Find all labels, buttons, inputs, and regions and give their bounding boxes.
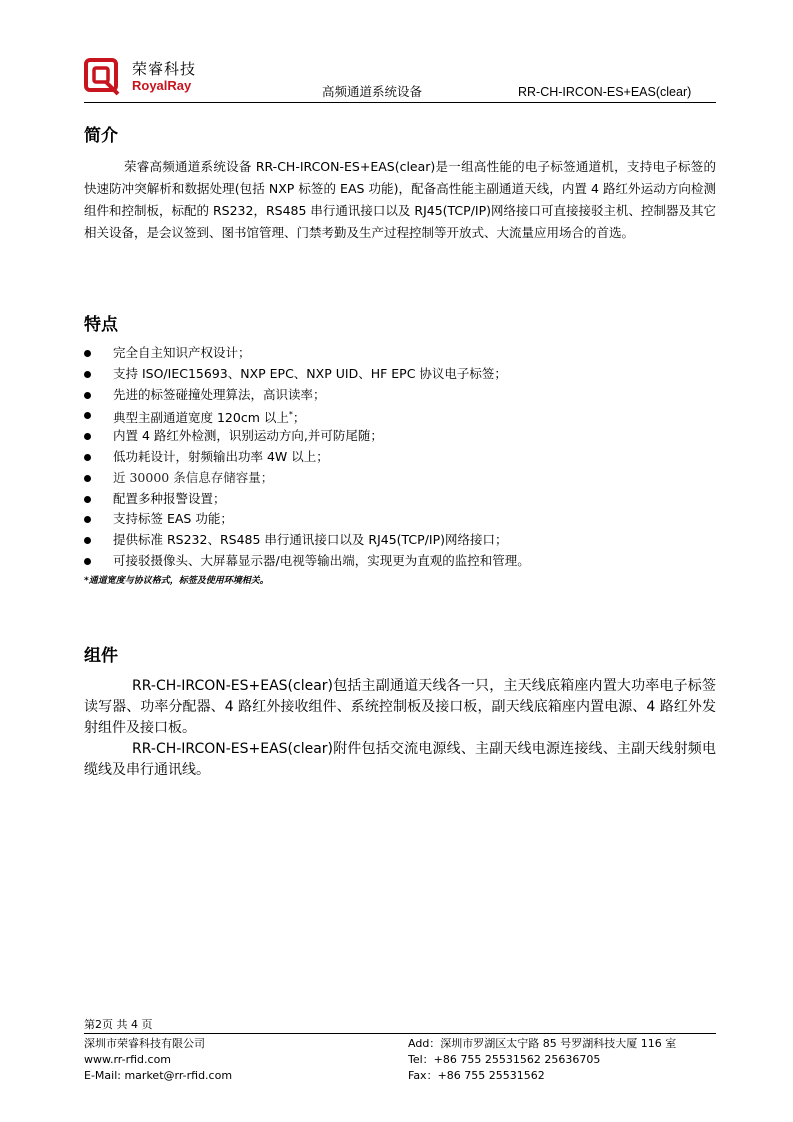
header-product-code: RR-CH-IRCON-ES+EAS(clear) bbox=[518, 85, 692, 99]
features-list bbox=[84, 343, 716, 572]
footnote-mark: * bbox=[288, 410, 293, 420]
bullet-icon bbox=[84, 558, 91, 565]
bullet-icon bbox=[84, 475, 91, 482]
header-title: 高频通道系统设备 bbox=[322, 84, 423, 99]
feature-item: 可接驳摄像头、大屏幕显示器/电视等输出端，实现更为直观的监控和管理。 bbox=[84, 551, 716, 572]
feature-item: 支持标签 EAS 功能； bbox=[84, 509, 716, 530]
features-footnote: *通道宽度与协议格式，标签及使用环境相关。 bbox=[84, 576, 269, 586]
feature-item: 低功耗设计，射频输出功率 4W 以上； bbox=[84, 447, 716, 468]
feature-item: 内置 4 路红外检测，识别运动方向,并可防尾随； bbox=[84, 426, 716, 447]
bullet-icon bbox=[84, 350, 91, 357]
components-heading: 组件 bbox=[84, 646, 118, 666]
footer-email[interactable]: E-Mail: market@rr-rfid.com bbox=[84, 1069, 233, 1082]
bullet-icon bbox=[84, 454, 91, 461]
footer-fax: Fax：+86 755 25531562 bbox=[408, 1069, 545, 1082]
bullet-icon bbox=[84, 433, 91, 440]
feature-item: 配置多种报警设置； bbox=[84, 489, 716, 510]
bullet-icon bbox=[84, 392, 91, 399]
feature-item: 完全自主知识产权设计； bbox=[84, 343, 716, 364]
components-paragraph-1: RR-CH-IRCON-ES+EAS(clear)包括主副通道天线各一只，主天线底箱座内置大功率电子标签读写器、功率分配器、4 路红外接收组件、系统控制板及接口板，副天线底箱座内置电源、4 路红外发射组件及接口板。 bbox=[84, 678, 716, 736]
intro-paragraph: 荣睿高频通道系统设备 RR-CH-IRCON-ES+EAS(clear)是一组高性能的电子标签通道机，支持电子标签的快速防冲突解析和数据处理(包括 NXP 标签的 EAS 功能)，配备高性能主副通道天线，内置 4 路红外运动方向检测组件和控制板，标配的 RS232，RS485 串行通讯接口以及 RJ45(TCP/IP)网络接口可直接接驳主机、控制器及其它相关设备，是会议签到、图书馆管理、门禁考勤及生产过程控制等开放式、大流量应用场合的首选。 bbox=[84, 159, 717, 240]
components-paragraph-2: RR-CH-IRCON-ES+EAS(clear)附件包括交流电源线、主副天线电源连接线、主副天线射频电缆线及串行通讯线。 bbox=[84, 741, 716, 778]
brand-name-chinese: 荣睿科技 bbox=[132, 60, 197, 78]
bullet-icon bbox=[84, 412, 91, 419]
feature-item: 先进的标签碰撞处理算法，高识读率； bbox=[84, 385, 716, 406]
bullet-icon bbox=[84, 537, 91, 544]
footer-divider bbox=[84, 1033, 716, 1034]
feature-item: 支持 ISO/IEC15693、NXP EPC、NXP UID、HF EPC 协议电子标签； bbox=[84, 364, 716, 385]
footer-address: Add：深圳市罗湖区太宁路 85 号罗湖科技大厦 116 室 bbox=[408, 1037, 677, 1050]
royalray-logo-icon bbox=[84, 58, 122, 96]
bullet-icon bbox=[84, 496, 91, 503]
bullet-icon bbox=[84, 371, 91, 378]
header-divider bbox=[84, 102, 716, 103]
feature-item: 近 30000 条信息存储容量； bbox=[84, 468, 716, 489]
intro-heading: 简介 bbox=[84, 126, 118, 146]
footer-company: 深圳市荣睿科技有限公司 bbox=[84, 1037, 205, 1050]
brand-name-english: RoyalRay bbox=[132, 78, 192, 93]
feature-item: 提供标准 RS232、RS485 串行通讯接口以及 RJ45(TCP/IP)网络接口； bbox=[84, 530, 716, 551]
page-number: 第2页 共 4 页 bbox=[84, 1018, 153, 1031]
feature-item: 典型主副通道宽度 120cm 以上*； bbox=[84, 405, 716, 426]
footer-phone: Tel：+86 755 25531562 25636705 bbox=[408, 1053, 601, 1066]
bullet-icon bbox=[84, 516, 91, 523]
features-heading: 特点 bbox=[84, 315, 118, 335]
footer-website[interactable]: www.rr-rfid.com bbox=[84, 1053, 172, 1066]
